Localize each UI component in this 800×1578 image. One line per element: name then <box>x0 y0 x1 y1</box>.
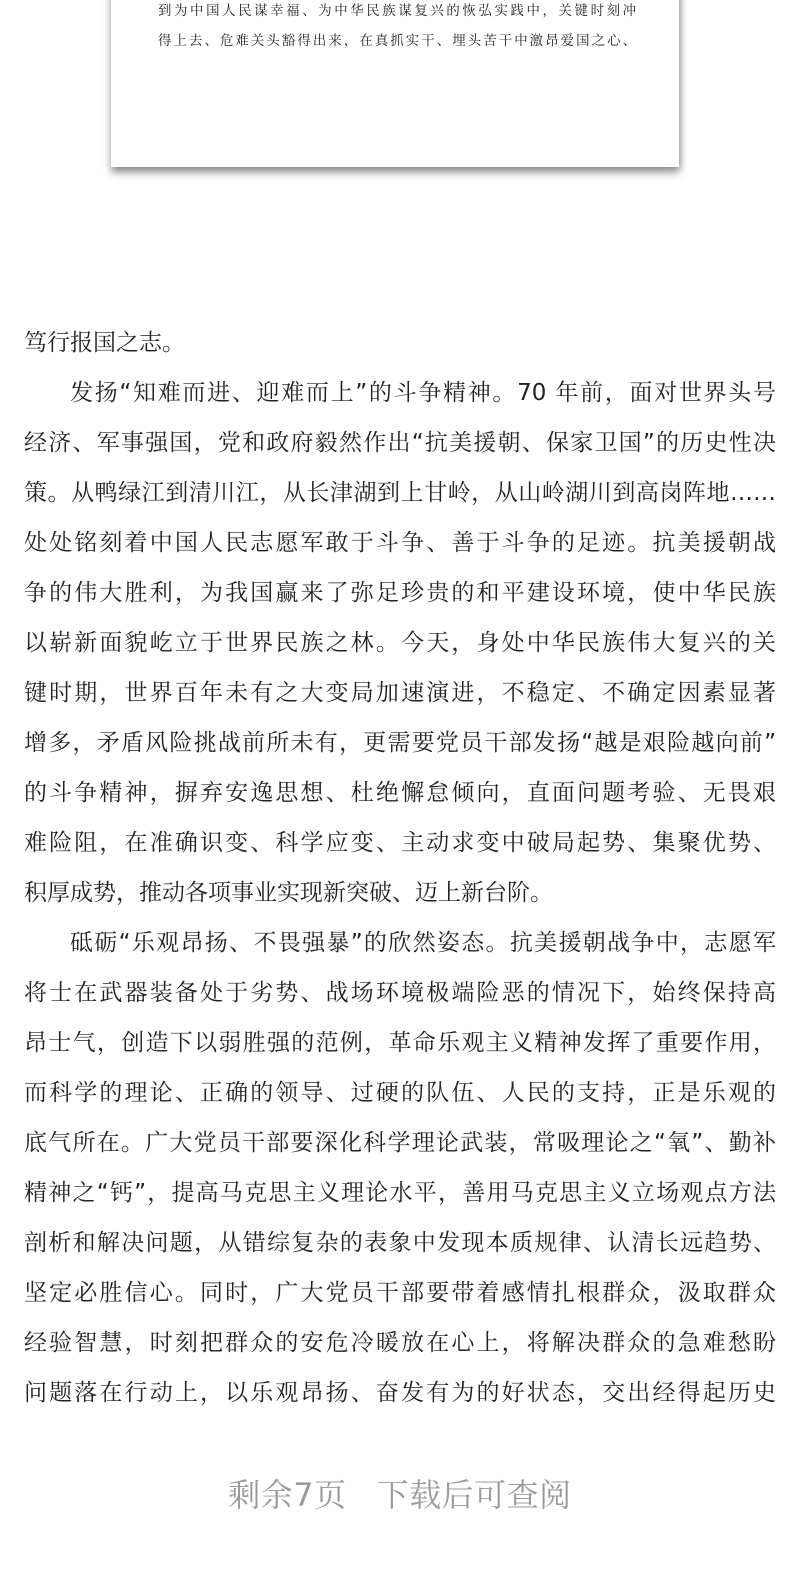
text-line: 精神之“钙”，提高马克思主义理论水平，善用马克思主义立场观点方法 <box>24 1180 776 1206</box>
text-line: 争的伟大胜利，为我国赢来了弥足珍贵的和平建设环境，使中华民族 <box>24 580 776 606</box>
remaining-pages-label: 剩余7页 <box>228 1476 347 1514</box>
text-line: 处处铭刻着中国人民志愿军敢于斗争、善于斗争的足迹。抗美援朝战 <box>24 530 776 556</box>
text-line: 笃行报国之志。 <box>24 330 185 356</box>
paragraph-start-line: 砥砺“乐观昂扬、不畏强暴”的欣然姿态。抗美援朝战争中，志愿军 <box>70 930 776 956</box>
text-line: 问题落在行动上，以乐观昂扬、奋发有为的好状态，交出经得起历史 <box>24 1380 776 1406</box>
text-line: 键时期，世界百年未有之大变局加速演进，不稳定、不确定因素显著 <box>24 680 776 706</box>
text-line: 将士在武器装备处于劣势、战场环境极端险恶的情况下，始终保持高 <box>24 980 776 1006</box>
text-line: 策。从鸭绿江到清川江，从长津湖到上甘岭，从山岭湖川到高岗阵地…… <box>24 480 776 506</box>
download-prompt[interactable]: 下载后可查阅 <box>376 1476 572 1514</box>
text-line: 底气所在。广大党员干部要深化科学理论武装，常吸理论之“氧”、勤补 <box>24 1130 776 1156</box>
download-to-read-more[interactable] <box>0 1470 800 1516</box>
text-line: 以崭新面貌屹立于世界民族之林。今天，身处中华民族伟大复兴的关 <box>24 630 776 656</box>
text-line: 增多，矛盾风险挑战前所未有，更需要党员干部发扬“越是艰险越向前” <box>24 730 776 756</box>
text-line: 剖析和解决问题，从错综复杂的表象中发现本质规律、认清长远趋势、 <box>24 1230 776 1256</box>
text-line: 的斗争精神，摒弃安逸思想、杜绝懈怠倾向，直面问题考验、无畏艰 <box>24 780 776 806</box>
text-line: 难险阻，在准确识变、科学应变、主动求变中破局起势、集聚优势、 <box>24 830 776 856</box>
paragraph-start-line: 发扬“知难而进、迎难而上”的斗争精神。70 年前，面对世界头号 <box>70 380 776 406</box>
card-text-line: 得上去、危难关头豁得出来，在真抓实干、埋头苦干中激昂爱国之心、 <box>158 34 636 49</box>
text-line: 经济、军事强国，党和政府毅然作出“抗美援朝、保家卫国”的历史性决 <box>24 430 776 456</box>
text-line: 坚定必胜信心。同时，广大党员干部要带着感情扎根群众，汲取群众 <box>24 1280 776 1306</box>
text-line: 积厚成势，推动各项事业实现新突破、迈上新台阶。 <box>24 880 553 906</box>
text-line: 昂士气，创造下以弱胜强的范例，革命乐观主义精神发挥了重要作用， <box>24 1030 776 1056</box>
text-line: 经验智慧，时刻把群众的安危冷暖放在心上，将解决群众的急难愁盼 <box>24 1330 776 1356</box>
preview-page-card <box>111 0 679 167</box>
document-body <box>24 326 776 1426</box>
card-text-line: 到为中国人民谋幸福、为中华民族谋复兴的恢弘实践中，关键时刻冲 <box>158 4 636 19</box>
text-line: 而科学的理论、正确的领导、过硬的队伍、人民的支持，正是乐观的 <box>24 1080 776 1106</box>
